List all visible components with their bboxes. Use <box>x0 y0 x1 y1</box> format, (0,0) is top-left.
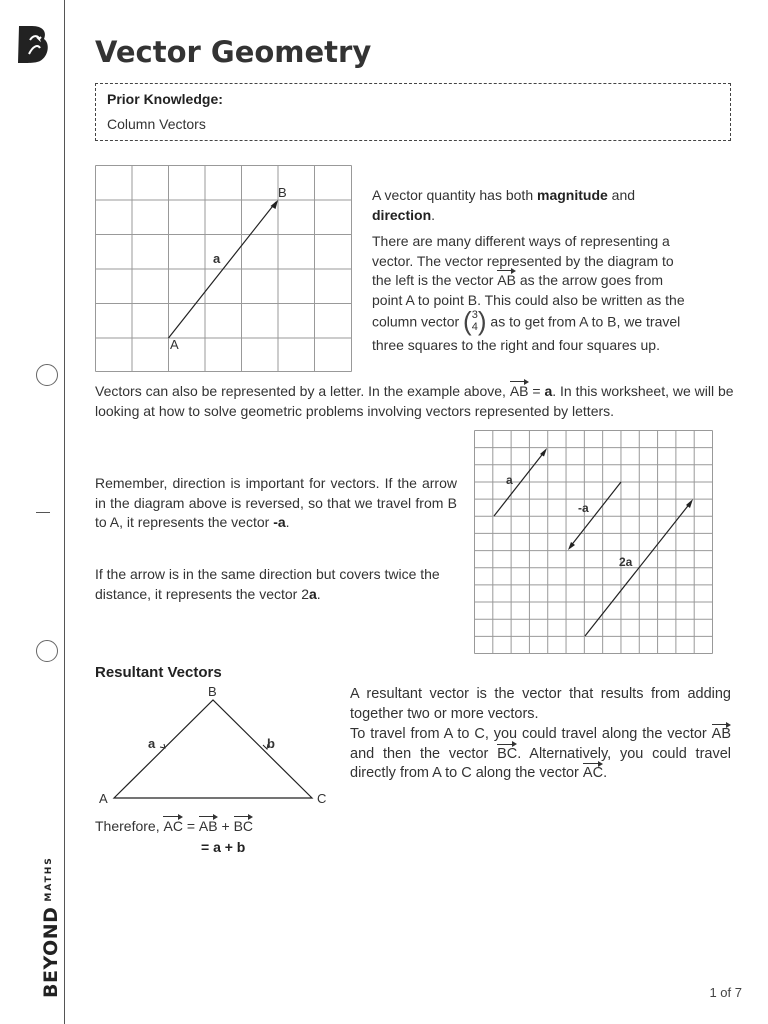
triangle-label-a: A <box>99 791 108 806</box>
label-a: a <box>506 473 513 487</box>
resultant-heading: Resultant Vectors <box>95 664 222 681</box>
vector-neg-a-arrowhead <box>568 542 575 550</box>
label-point-b: B <box>278 185 287 200</box>
label-a: a <box>213 251 221 266</box>
triangle-side-b: b <box>267 736 275 751</box>
intro-representation-paragraph: There are many different ways of representing a vector. The vector represented by the diagram to the left is the vector AB as the arrow goes from point A to point B. This could also be written as the column vector (3 4) as to get from A to B, we travel three squares to the right and four squares up. <box>372 233 685 353</box>
resultant-equation-line1: Therefore, AC = AB + BC <box>95 817 253 837</box>
punch-hole <box>36 364 58 386</box>
vector-2a-line <box>585 502 691 636</box>
prior-knowledge-title: Prior Knowledge: <box>107 91 223 107</box>
brand-vertical <box>40 856 62 998</box>
intro-magnitude-paragraph: A vector quantity has both magnitude and direction. <box>372 187 636 223</box>
beyond-logo-icon <box>16 24 50 64</box>
twice-distance-paragraph: If the arrow is in the same direction but covers twice the distance, it represents the vector 2a. <box>95 566 440 602</box>
arrow-ab-mark <box>160 744 165 748</box>
page-title-wrap <box>95 35 371 69</box>
grid-lines <box>475 431 713 654</box>
resultant-travel-paragraph: To travel from A to C, you could travel along the vector AB and then the vector BC. Alternatively, you could travel directly from A to C along the vector AC. <box>350 725 731 784</box>
triangle-label-c: C <box>317 791 327 806</box>
reverse-direction-paragraph: Remember, direction is important for vectors. If the arrow in the diagram above is reversed, so that we travel from B to A, it represents the vector -a. <box>95 475 457 530</box>
triangle-diagram <box>95 684 335 809</box>
page-title: Vector Geometry <box>95 35 372 69</box>
triangle-side-a: a <box>148 736 156 751</box>
vector-ab-diagram <box>95 165 353 373</box>
resultant-equation-line2: = a + b <box>201 839 246 855</box>
label-2a: 2a <box>619 555 633 569</box>
label-point-a: A <box>170 337 179 352</box>
triangle-abc <box>114 700 312 798</box>
vector-ab-notation: AB <box>497 271 516 291</box>
brand-sub: MATHS <box>44 856 54 902</box>
column-vector: (3 4) <box>463 306 487 336</box>
fold-mark <box>36 512 50 513</box>
triangle-label-b: B <box>208 684 217 699</box>
letters-paragraph: Vectors can also be represented by a letter. In the example above, AB = a. In this worksheet, we will be looking at how to solve geometric problems involving vectors represented by letters. <box>95 383 734 419</box>
vector-a-line <box>494 451 545 516</box>
prior-knowledge-box <box>95 83 731 141</box>
brand-name: BEYOND <box>40 906 62 998</box>
vector-multiples-diagram <box>474 430 714 655</box>
punch-hole <box>36 640 58 662</box>
vector-ab-line <box>169 202 277 338</box>
resultant-definition-paragraph: A resultant vector is the vector that results from adding together two or more vectors. <box>350 686 731 722</box>
label-neg-a: -a <box>578 501 589 515</box>
prior-knowledge-item: Column Vectors <box>107 116 206 132</box>
margin-line <box>64 0 65 1024</box>
page-number: 1 of 7 <box>709 985 742 1000</box>
